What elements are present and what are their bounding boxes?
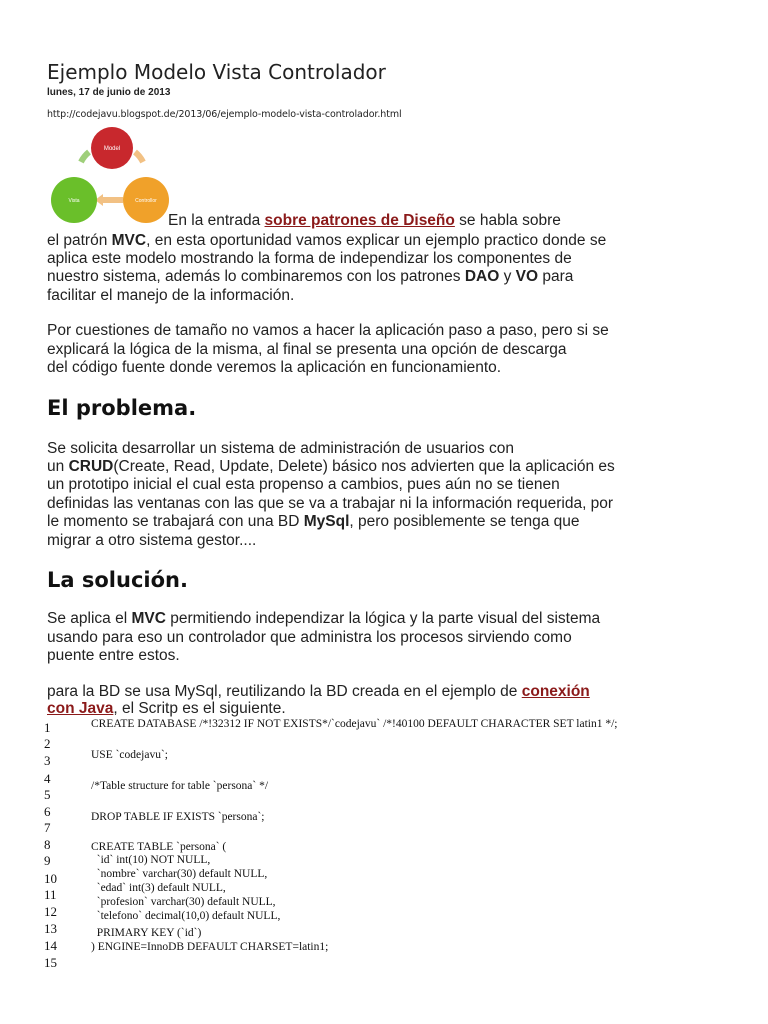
code-line: `edad` int(3) default NULL, [91, 882, 226, 894]
code-line: DROP TABLE IF EXISTS `persona`; [91, 811, 265, 823]
code-line: /*Table structure for table `persona` */ [91, 780, 269, 792]
code-line: `id` int(10) NOT NULL, [91, 854, 211, 866]
line-number: 9 [44, 853, 51, 868]
line-number: 4 [44, 771, 51, 786]
intro2-line-1: Por cuestiones de tamaño no vamos a hacer la aplicación paso a paso, pero si se [47, 322, 609, 339]
line-number: 3 [44, 753, 51, 768]
problem-line-1: Se solicita desarrollar un sistema de administración de usuarios con [47, 440, 514, 457]
post-title: Ejemplo Modelo Vista Controlador [47, 60, 386, 84]
problem-line-5: le momento se trabajará con una BD MySql, pero posiblemente se tenga que [47, 513, 580, 530]
line-number: 8 [44, 837, 51, 852]
problem-line-2: un CRUD(Create, Read, Update, Delete) básico nos advierten que la aplicación es [47, 458, 615, 475]
model-label: Model [103, 146, 121, 152]
problem-line-6: migrar a otro sistema gestor.... [47, 532, 257, 549]
mvc-diagram-image [47, 124, 171, 228]
post-date: lunes, 17 de junio de 2013 [47, 87, 171, 98]
sql-code-block [91, 716, 618, 953]
code-line: PRIMARY KEY (`id`) [91, 927, 202, 939]
code-line: CREATE DATABASE /*!32312 IF NOT EXISTS*/`codejavu` /*!40100 DEFAULT CHARACTER SET latin1 */; [91, 718, 618, 730]
problem-heading: El problema. [47, 396, 197, 420]
problem-line-4: definidas las ventanas con las que se va a trabajar ni la información requerida, por [47, 495, 614, 512]
intro-line-2: el patrón MVC, en esta oportunidad vamos explicar un ejemplo practico donde se [47, 232, 607, 249]
line-number: 1 [44, 720, 51, 735]
solution-line-4: para la BD se usa MySql, reutilizando la BD creada en el ejemplo de conexión [47, 683, 590, 700]
solution-line-3: puente entre estos. [47, 647, 180, 664]
controller-label: Controllor [135, 198, 157, 204]
solution-line-2: usando para eso un controlador que administra los procesos sirviendo como [47, 629, 572, 646]
intro-line-5: facilitar el manejo de la información. [47, 287, 295, 304]
solution-heading: La solución. [47, 568, 188, 592]
link-design-patterns[interactable]: sobre patrones de Diseño [264, 212, 455, 229]
line-number: 2 [44, 736, 51, 751]
line-number: 10 [44, 871, 57, 886]
intro-line-4: nuestro sistema, además lo combinaremos con los patrones DAO y VO para [47, 268, 574, 285]
line-number: 14 [44, 938, 57, 953]
line-number: 13 [44, 921, 57, 936]
line-number: 6 [44, 804, 51, 819]
post-url[interactable]: http://codejavu.blogspot.de/2013/06/ejemplo-modelo-vista-controlador.html [47, 109, 402, 120]
code-line: CREATE TABLE `persona` ( [91, 841, 227, 853]
solution-line-5: con Java, el Scritp es el siguiente. [47, 700, 286, 717]
code-line: USE `codejavu`; [91, 749, 168, 761]
code-line: ) ENGINE=InnoDB DEFAULT CHARSET=latin1; [91, 941, 329, 953]
intro2-line-2: explicará la lógica de la misma, al final se presenta una opción de descarga [47, 341, 567, 358]
link-conexion-java-1[interactable]: conexión [521, 683, 590, 700]
line-number: 12 [44, 904, 57, 919]
code-line: `telefono` decimal(10,0) default NULL, [91, 910, 281, 922]
intro-line-3: aplica este modelo mostrando la forma de independizar los componentes de [47, 250, 572, 267]
view-label: Vista [68, 198, 80, 204]
line-number: 7 [44, 820, 51, 835]
intro-line-1: En la entrada sobre patrones de Diseño se habla sobre [168, 212, 561, 229]
intro2-line-3: del código fuente donde veremos la aplicación en funcionamiento. [47, 359, 502, 376]
line-number: 11 [44, 887, 57, 902]
line-number: 5 [44, 787, 51, 802]
link-conexion-java-2[interactable]: con Java [47, 700, 114, 717]
line-number: 15 [44, 955, 57, 970]
code-line: `profesion` varchar(30) default NULL, [91, 896, 276, 908]
solution-line-1: Se aplica el MVC permitiendo independizar la lógica y la parte visual del sistema [47, 610, 601, 627]
code-line: `nombre` varchar(30) default NULL, [91, 868, 268, 880]
problem-line-3: un prototipo inicial el cual esta propenso a cambios, pues aún no se tienen [47, 476, 560, 493]
